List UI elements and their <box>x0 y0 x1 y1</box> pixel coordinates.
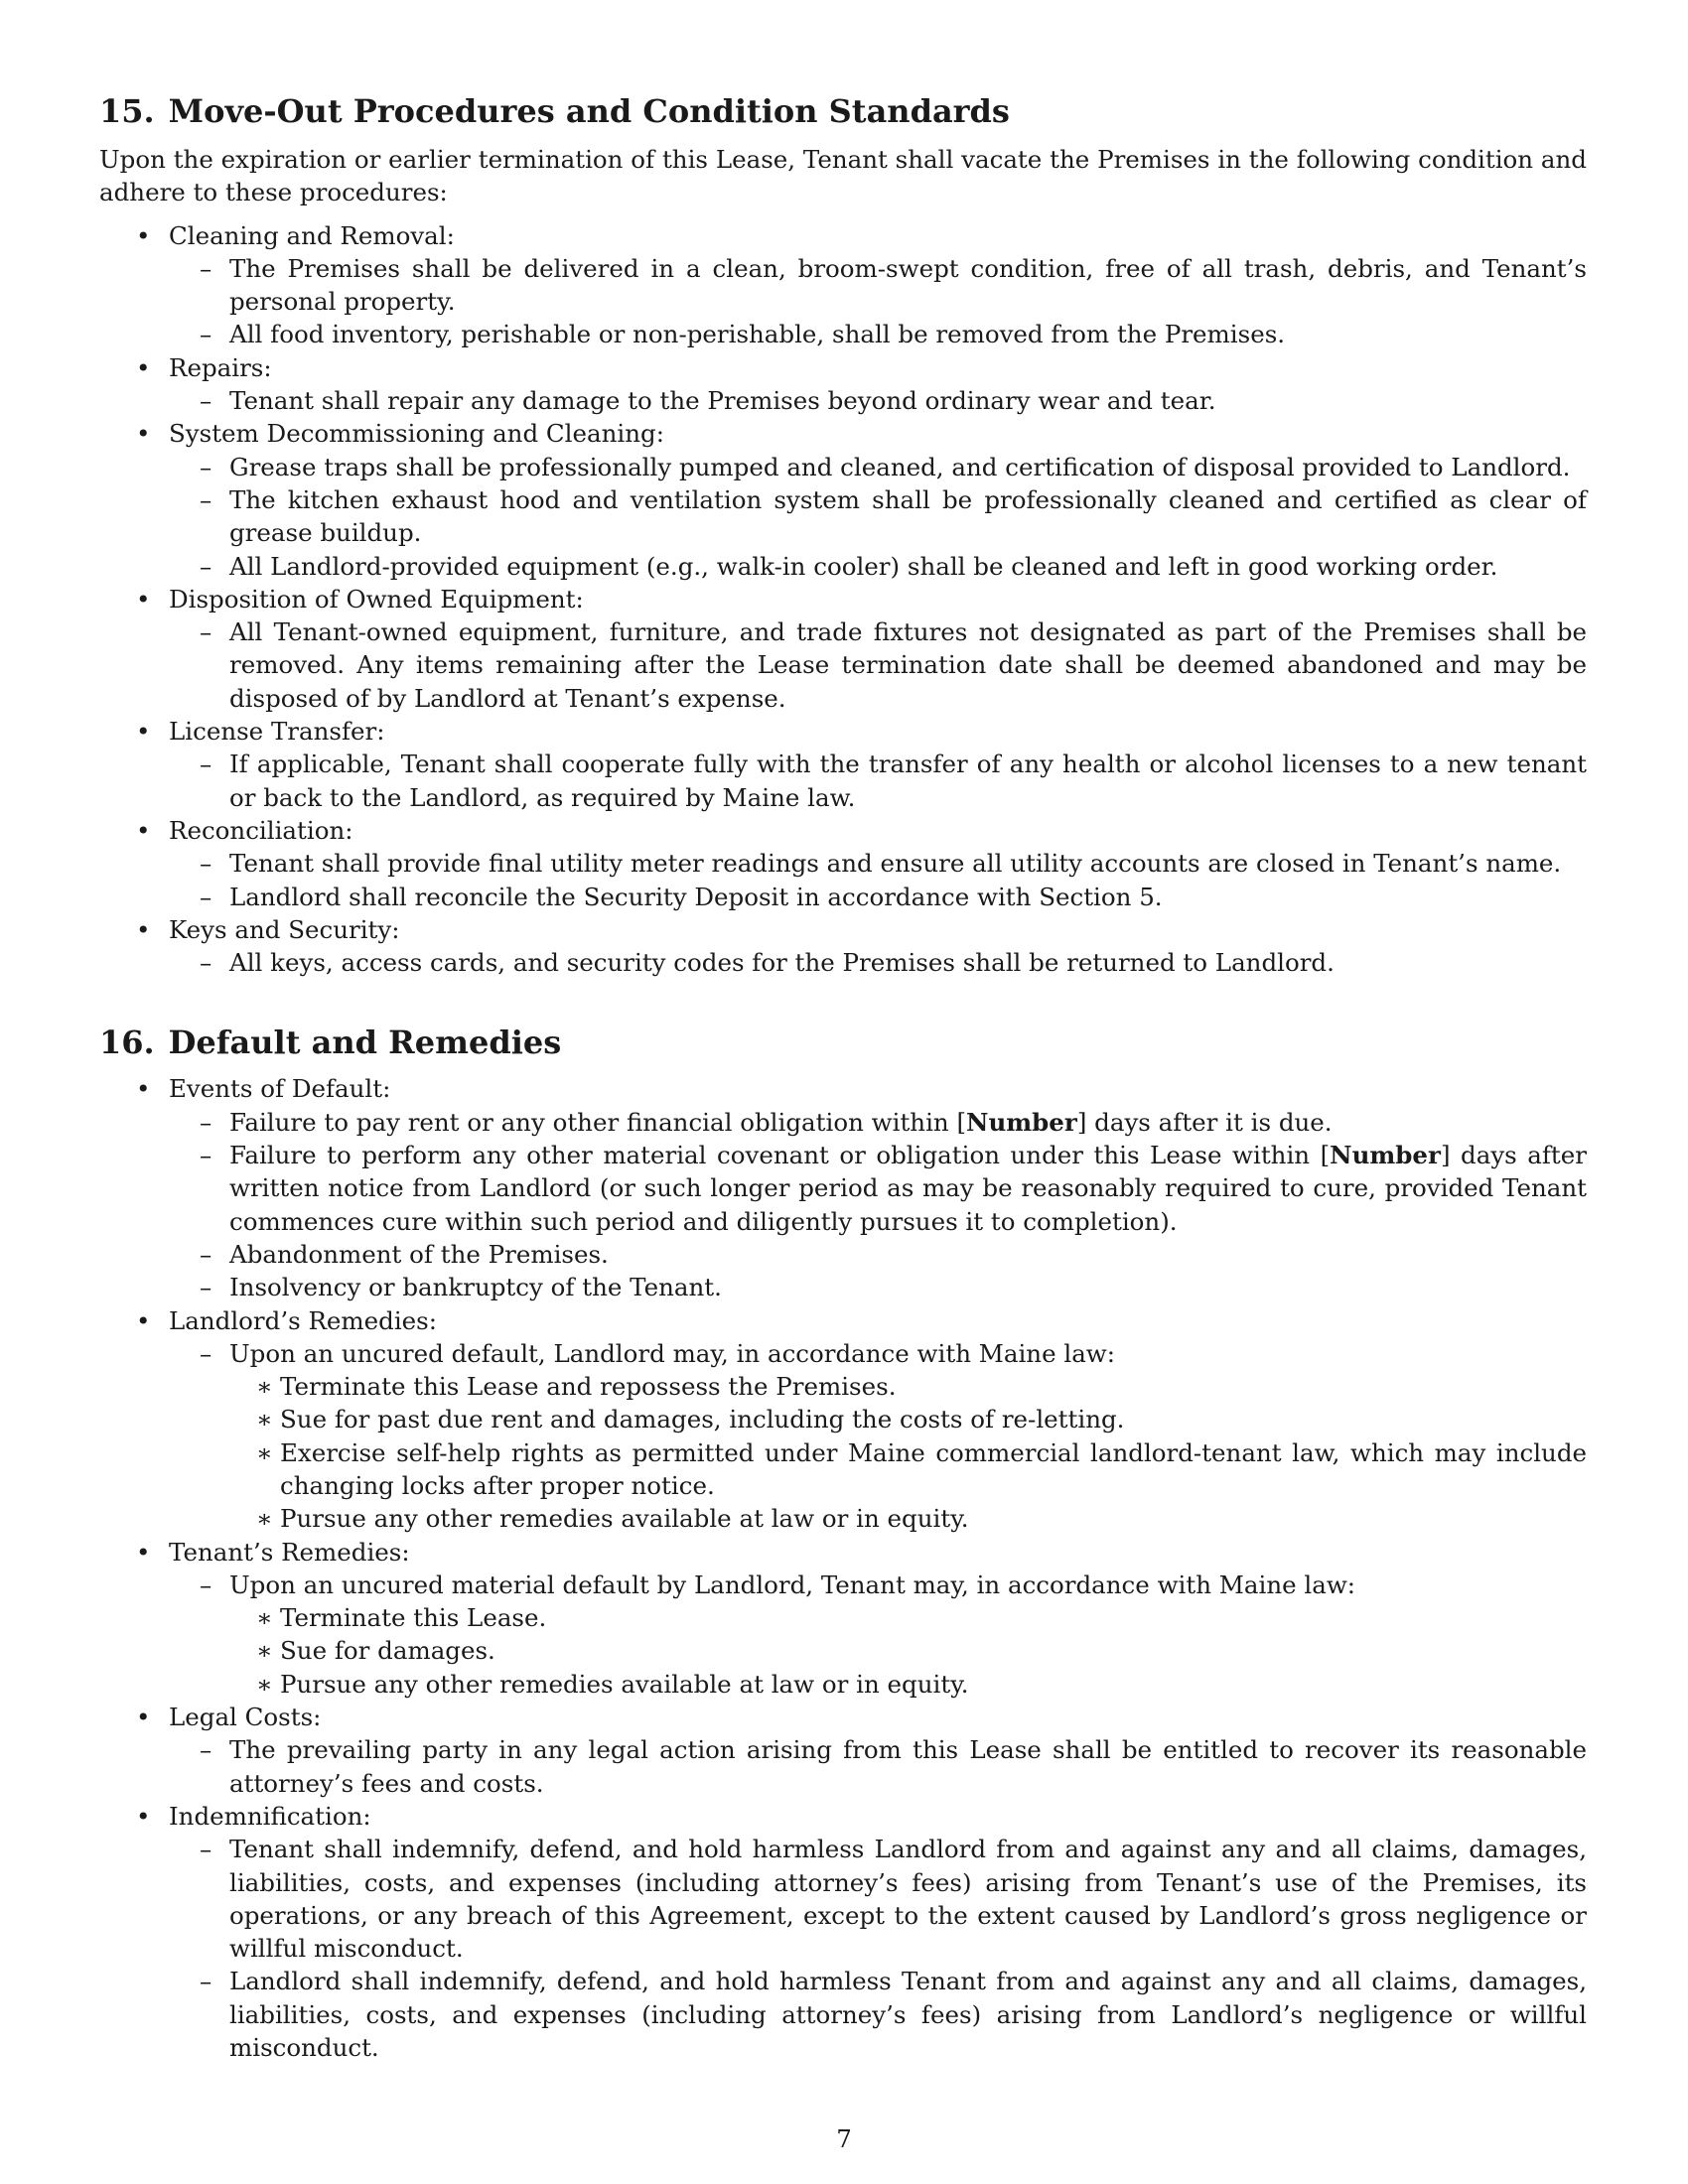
item-label: Keys and Security: <box>169 914 400 944</box>
sub-sub-item: ∗ Terminate this Lease and repossess the Premises. <box>229 1370 1587 1403</box>
sub-item: – The kitchen exhaust hood and ventilation system shall be professionally cleaned and certified as clear of grease buildup. <box>169 483 1587 550</box>
sub-item: – Abandonment of the Premises. <box>169 1238 1587 1271</box>
section-16-list <box>99 1072 1587 2064</box>
sub-item-text: Upon an uncured material default by Landlord, Tenant may, in accordance with Maine law: <box>229 1570 1356 1599</box>
tenant-remedies <box>99 1536 1587 1701</box>
item-label: Cleaning and Removal: <box>169 220 455 250</box>
events-of-default <box>99 1072 1587 1303</box>
list-item <box>99 351 1587 418</box>
placeholder-number: Number <box>966 1107 1077 1137</box>
section-15-number: 15. <box>99 92 155 130</box>
list-item <box>99 913 1587 980</box>
text-fragment: Failure to pay rent or any other financial obligation within [ <box>229 1107 967 1137</box>
text-fragment: Failure to perform any other material covenant or obligation under this Lease within [ <box>229 1141 1331 1170</box>
item-label: License Transfer: <box>169 717 385 747</box>
legal-costs <box>99 1701 1587 1800</box>
sub-sub-item: ∗ Pursue any other remedies available at law or in equity. <box>229 1502 1587 1535</box>
sub-list <box>169 1833 1587 2064</box>
sub-item-text: Upon an uncured default, Landlord may, in accordance with Maine law: <box>229 1338 1116 1368</box>
sub-item: – If applicable, Tenant shall cooperate fully with the transfer of any health or alcohol licenses to a new tenant or back to the Landlord, as required by Maine law. <box>169 748 1587 814</box>
page-content <box>99 91 1587 2064</box>
sub-item: – All food inventory, perishable or non-perishable, shall be removed from the Premises. <box>169 318 1587 350</box>
sub-item: – The prevailing party in any legal action arising from this Lease shall be entitled to recover its reasonable attorney’s fees and costs. <box>169 1733 1587 1800</box>
sub-item: – Landlord shall reconcile the Security Deposit in accordance with Section 5. <box>169 881 1587 913</box>
sub-list <box>169 615 1587 715</box>
sub-item <box>169 1569 1587 1701</box>
item-label: Tenant’s Remedies: <box>169 1537 410 1567</box>
section-15 <box>99 91 1587 979</box>
landlord-remedies <box>99 1304 1587 1536</box>
sub-list <box>169 748 1587 814</box>
text-fragment: ] days after it is due. <box>1076 1107 1333 1137</box>
sub-item: – All Landlord-provided equipment (e.g., walk-in cooler) shall be cleaned and left in good working order. <box>169 550 1587 583</box>
item-label: Events of Default: <box>169 1074 391 1104</box>
section-16-number: 16. <box>99 1024 155 1062</box>
sub-sub-list <box>229 1370 1587 1535</box>
page-number: 7 <box>836 2124 852 2153</box>
list-item <box>99 583 1587 715</box>
sub-item <box>169 1106 1587 1139</box>
item-label: Indemnification: <box>169 1801 371 1831</box>
section-15-heading <box>99 91 1587 131</box>
sub-item: – All Tenant-owned equipment, furniture, and trade fixtures not designated as part of the Premises shall be removed. Any items remaining after the Lease termination date shall be deemed abandoned and may be disposed of by Landlord at Tenant’s expense. <box>169 615 1587 715</box>
placeholder-number: Number <box>1330 1141 1441 1170</box>
sub-item: – Tenant shall provide final utility meter readings and ensure all utility accounts are closed in Tenant’s name. <box>169 847 1587 880</box>
section-15-title: Move-Out Procedures and Condition Standards <box>168 92 1010 130</box>
sub-list <box>169 847 1587 913</box>
sub-list <box>169 1733 1587 1800</box>
sub-item: – Tenant shall indemnify, defend, and hold harmless Landlord from and against any and all claims, damages, liabilities, costs, and expenses (including attorney’s fees) arising from Tenant’s use of the Premises, its operations, or any breach of this Agreement, except to the extent caused by Landlord’s gross negligence or willful misconduct. <box>169 1833 1587 1965</box>
list-item <box>99 417 1587 582</box>
sub-sub-list <box>229 1601 1587 1701</box>
sub-sub-item: ∗ Exercise self-help rights as permitted under Maine commercial landlord-tenant law, which may include changing locks after proper notice. <box>229 1436 1587 1503</box>
sub-item: – Grease traps shall be professionally pumped and cleaned, and certification of disposal provided to Landlord. <box>169 451 1587 483</box>
sub-list <box>169 384 1587 417</box>
list-item <box>99 715 1587 814</box>
item-label: Legal Costs: <box>169 1703 322 1732</box>
sub-list <box>169 451 1587 583</box>
sub-list <box>169 1569 1587 1701</box>
sub-item: – Insolvency or bankruptcy of the Tenant. <box>169 1271 1587 1303</box>
sub-sub-item: ∗ Pursue any other remedies available at law or in equity. <box>229 1668 1587 1701</box>
section-16-heading <box>99 1023 1587 1062</box>
sub-list <box>169 946 1587 979</box>
item-label: Disposition of Owned Equipment: <box>169 584 584 614</box>
indemnification <box>99 1800 1587 2064</box>
item-label: Reconciliation: <box>169 815 353 845</box>
section-15-intro: Upon the expiration or earlier termination of this Lease, Tenant shall vacate the Premises in the following condition and adhere to these procedures: <box>99 145 1587 207</box>
list-item <box>99 814 1587 913</box>
sub-item: – All keys, access cards, and security codes for the Premises shall be returned to Landlord. <box>169 946 1587 979</box>
sub-sub-item: ∗ Terminate this Lease. <box>229 1601 1587 1634</box>
item-label: System Decommissioning and Cleaning: <box>169 419 664 449</box>
sub-list <box>169 1106 1587 1304</box>
list-item <box>99 219 1587 351</box>
sub-item: – The Premises shall be delivered in a clean, broom-swept condition, free of all trash, debris, and Tenant’s personal property. <box>169 252 1587 319</box>
item-label: Landlord’s Remedies: <box>169 1305 437 1335</box>
text-fragment: ] days after written notice from Landlord (or such longer period as may be reasonably required to cure, provided Tenant commences cure within such period and diligently pursues it to completion). <box>229 1141 1587 1236</box>
sub-item <box>169 1337 1587 1536</box>
sub-sub-item: ∗ Sue for past due rent and damages, including the costs of re-letting. <box>229 1403 1587 1435</box>
section-16-title: Default and Remedies <box>168 1024 562 1062</box>
sub-list <box>169 1337 1587 1536</box>
sub-item: – Tenant shall repair any damage to the Premises beyond ordinary wear and tear. <box>169 384 1587 417</box>
sub-list <box>169 252 1587 351</box>
sub-item <box>169 1139 1587 1238</box>
section-16 <box>99 1023 1587 2064</box>
sub-item: – Landlord shall indemnify, defend, and hold harmless Tenant from and against any and all claims, damages, liabilities, costs, and expenses (including attorney’s fees) arising from Landlord’s negligence or willful misconduct. <box>169 1965 1587 2064</box>
section-15-list <box>99 219 1587 980</box>
sub-sub-item: ∗ Sue for damages. <box>229 1634 1587 1667</box>
item-label: Repairs: <box>169 352 272 382</box>
